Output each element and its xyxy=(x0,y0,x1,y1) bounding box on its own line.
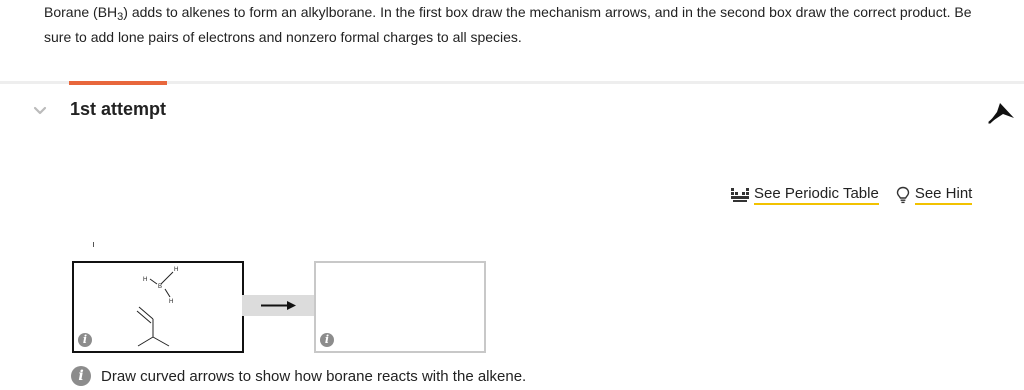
hint-label: See Hint xyxy=(915,185,973,205)
question-part2: ) adds to alkenes to form an alkylborane. In the first box draw the mechanism arrows, and in the second box draw the correct product. Be sure to add lone pairs of electrons and nonzero formal charges to all species. xyxy=(44,4,972,45)
stray-mark xyxy=(93,242,94,247)
info-icon[interactable]: i xyxy=(78,333,92,347)
info-icon: i xyxy=(71,366,91,386)
boron-label: B xyxy=(158,284,163,290)
right-arrow-icon xyxy=(242,295,314,316)
see-periodic-table-link[interactable] xyxy=(731,185,879,205)
cursor-arrow-icon xyxy=(984,101,1016,129)
question-part1: Borane (BH xyxy=(44,4,118,20)
instruction-text: Draw curved arrows to show how borane reacts with the alkene. xyxy=(101,367,527,385)
hydrogen-bottom-label: H xyxy=(169,299,174,305)
reactants-structure xyxy=(74,263,242,351)
instruction-row xyxy=(71,366,526,386)
info-icon[interactable]: i xyxy=(320,333,334,347)
tools-bar xyxy=(731,185,972,205)
attempt-title: 1st attempt xyxy=(70,99,167,119)
hydrogen-left-label: H xyxy=(143,277,148,283)
periodic-table-label: See Periodic Table xyxy=(754,185,879,205)
attempt-tab-accent xyxy=(69,81,167,85)
reaction-arrow-band xyxy=(242,295,314,316)
chevron-down-icon[interactable] xyxy=(33,106,47,116)
mechanism-drawing-box[interactable] xyxy=(72,261,244,353)
see-hint-link[interactable] xyxy=(896,185,973,205)
periodic-table-icon xyxy=(731,188,749,202)
lightbulb-icon xyxy=(896,186,910,204)
question-subscript: 3 xyxy=(117,11,124,23)
product-drawing-box[interactable] xyxy=(314,261,486,353)
hydrogen-top-label: H xyxy=(174,267,179,273)
question-text xyxy=(44,0,989,50)
